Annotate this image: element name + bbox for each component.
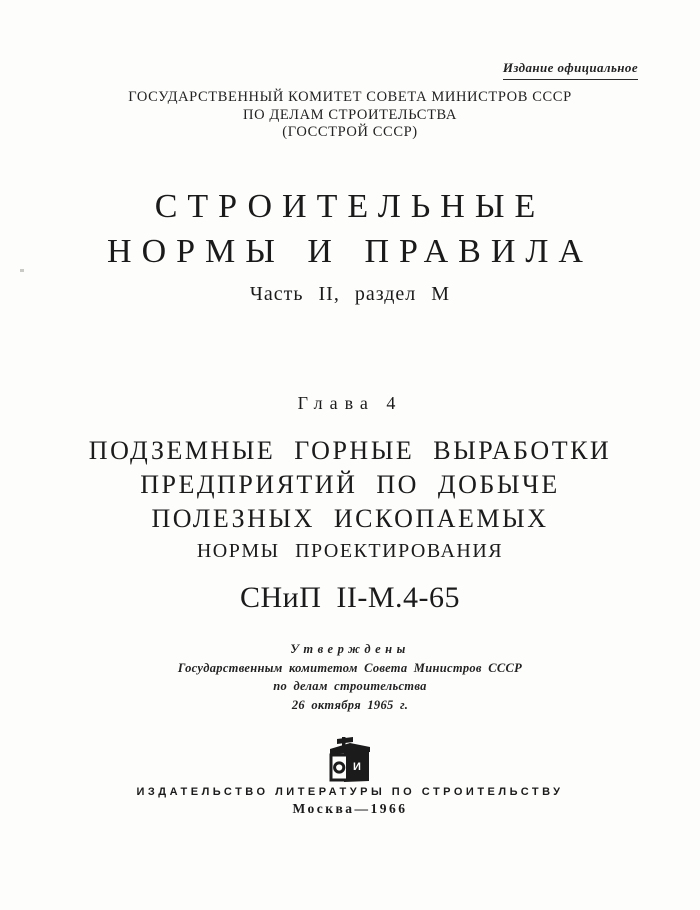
chapter-title-line3: ПОЛЕЗНЫХ ИСКОПАЕМЫХ	[151, 504, 549, 533]
committee-block	[0, 89, 700, 142]
approval-line4: 26 октября 1965 г.	[291, 697, 409, 712]
document-title-line1: СТРОИТЕЛЬНЫЕ	[154, 188, 546, 225]
chapter-label: Глава 4	[297, 393, 403, 413]
committee-line1: ГОСУДАРСТВЕННЫЙ КОМИТЕТ СОВЕТА МИНИСТРОВ СССР	[128, 89, 572, 105]
approval-line1: Утверждены	[290, 642, 410, 656]
edition-note: Издание официальное	[503, 60, 638, 80]
snip-code: СНиП II-М.4-65	[239, 581, 461, 614]
scan-speck	[20, 269, 24, 272]
document-title	[0, 184, 700, 274]
chapter-title	[0, 434, 700, 536]
publisher-name: ИЗДАТЕЛЬСТВО ЛИТЕРАТУРЫ ПО СТРОИТЕЛЬСТВУ	[136, 786, 564, 798]
publisher-city-year: Москва—1966	[292, 801, 408, 816]
committee-line3: (ГОССТРОЙ СССР)	[282, 124, 418, 140]
approval-block	[0, 640, 700, 714]
chapter-title-line2: ПРЕДПРИЯТИЙ ПО ДОБЫЧЕ	[140, 470, 560, 499]
part-section-subtitle: Часть II, раздел М	[249, 283, 451, 305]
approval-line3: по делам строительства	[273, 679, 427, 693]
approval-line2: Государственным комитетом Совета Министров СССР	[177, 660, 523, 675]
publisher-logo-wrap	[0, 736, 700, 791]
chapter-title-line1: ПОДЗЕМНЫЕ ГОРНЫЕ ВЫРАБОТКИ	[88, 436, 612, 465]
stroyizdat-emblem-icon	[327, 736, 373, 791]
document-title-line2: НОРМЫ И ПРАВИЛА	[107, 233, 593, 270]
svg-text:И: И	[353, 761, 361, 773]
committee-line2: ПО ДЕЛАМ СТРОИТЕЛЬСТВА	[243, 106, 457, 123]
norms-subtitle: НОРМЫ ПРОЕКТИРОВАНИЯ	[196, 540, 504, 562]
